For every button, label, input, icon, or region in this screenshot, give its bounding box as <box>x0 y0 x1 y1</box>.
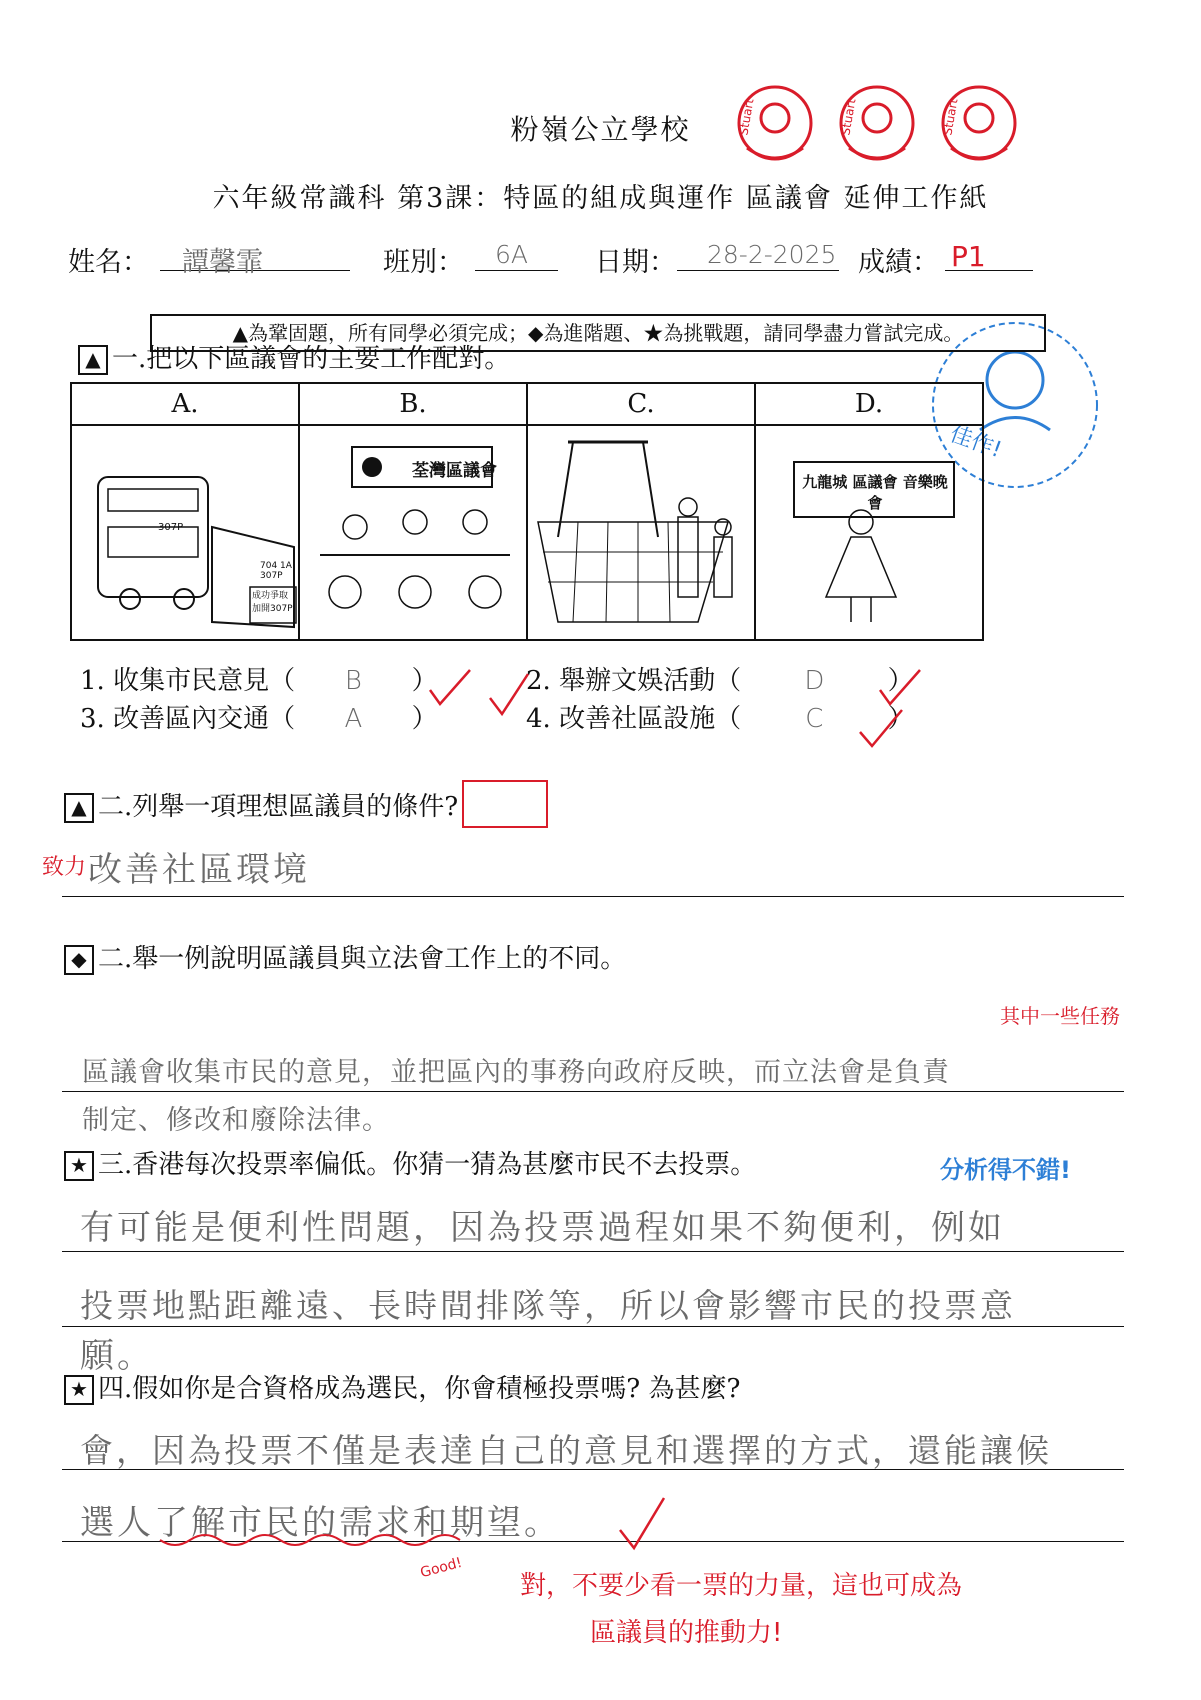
bus-banner: 成功爭取 加開307P <box>252 591 293 614</box>
col-b: B. <box>299 383 527 425</box>
q2b-mark: ◆ <box>64 945 94 975</box>
picture-concert <box>755 425 983 640</box>
col-d: D. <box>755 383 983 425</box>
q4-prompt: 四.假如你是合資格成為選民，你會積極投票嗎? 為甚麼? <box>98 1374 741 1404</box>
q1-prompt: 一.把以下區議會的主要工作配對。 <box>112 344 511 374</box>
name-field <box>160 240 350 278</box>
q2b-answer-2: 制定、修改和廢除法律。 <box>82 1105 390 1136</box>
bus-route-label: 307P <box>158 522 184 533</box>
grade-field <box>945 240 1033 271</box>
q3-prompt: 三.香港每次投票率偏低。你猜一猜為甚麼市民不去投票。 <box>98 1150 757 1180</box>
q2b-answer-1: 區議會收集市民的意見，並把區內的事務向政府反映，而立法會是負責 <box>82 1057 950 1088</box>
grade-value: P1 <box>951 240 986 273</box>
date-value: 28-2-2025 <box>707 240 837 269</box>
q4-good-mark: Good! <box>418 1554 464 1582</box>
q3-answer-2: 投票地點距離遠、長時間排隊等，所以會影響市民的投票意 <box>80 1286 1016 1325</box>
q2b-prompt: 二.舉一例說明區議員與立法會工作上的不同。 <box>98 944 627 974</box>
q3-line-1 <box>62 1250 1124 1252</box>
q4-answer-1: 會，因為投票不僅是表達自己的意見和選擇的方式，還能讓候 <box>80 1431 1052 1470</box>
q4-teacher-note-2: 區議員的推動力! <box>590 1618 783 1648</box>
q2a-teacher-note: 致力 <box>42 855 87 880</box>
q4-answer-2: 選人了解市民的需求和期望。 <box>80 1503 561 1543</box>
council-sign: 荃灣區議會 <box>412 461 497 481</box>
school-name: 粉嶺公立學校 <box>510 113 691 146</box>
praise-text: 佳作! <box>946 421 1005 464</box>
picture-council-meeting <box>299 425 527 640</box>
q4-underline-marks <box>150 1490 670 1560</box>
class-label: 班別： <box>383 247 464 278</box>
q1-heading <box>78 338 510 375</box>
stamp-brand-3: Stuart <box>940 97 961 137</box>
concert-banner: 九龍城 區議會 音樂晚會 <box>802 473 948 512</box>
q1-item-2: 2. 舉辦文娛活動（ D ） <box>526 666 914 696</box>
q1-check-marks <box>420 660 980 750</box>
class-value: 6A <box>495 240 529 269</box>
q2a-heading <box>64 786 458 823</box>
q3-line-2 <box>62 1325 1124 1327</box>
q1-item-3: 3. 改善區內交通（ A ） <box>80 704 438 734</box>
q1-item-1: 1. 收集市民意見（ B ） <box>80 666 438 696</box>
q1-answer-2: D <box>804 666 825 696</box>
stamp-brand-1: Stuart <box>736 97 757 137</box>
class-field <box>475 240 558 271</box>
q4-line-1 <box>62 1468 1124 1470</box>
q1-item-4: 4. 改善社區設施（ C ） <box>526 704 914 734</box>
q3-answer-1: 有可能是便利性問題，因為投票過程如果不夠便利，例如 <box>80 1208 1005 1248</box>
q1-answer-3: A <box>344 704 363 734</box>
q1-answer-1: B <box>344 666 362 696</box>
q3-mark: ★ <box>64 1151 94 1181</box>
q2a-mark: ▲ <box>64 793 94 823</box>
q1-answer-4: C <box>805 704 824 734</box>
q4-teacher-note-1: 對，不要少看一票的力量，這也可成為 <box>520 1571 963 1601</box>
col-c: C. <box>527 383 755 425</box>
q2a-answer: 改善社區環境 <box>88 850 310 890</box>
q4-heading <box>64 1368 740 1405</box>
name-value: 譚馨霏 <box>182 247 263 278</box>
instruction-note: ▲為鞏固題，所有同學必須完成；◆為進階題、★為挑戰題，請同學盡力嘗試完成。 <box>150 314 1046 352</box>
q2b-heading <box>64 938 626 975</box>
date-field <box>677 240 839 271</box>
picture-playground <box>527 425 755 640</box>
q2a-answer-line <box>62 895 1124 897</box>
q1-mark: ▲ <box>78 345 108 375</box>
worksheet-title: 六年級常識科 第3課：特區的組成與運作 區議會 延伸工作紙 <box>212 183 989 214</box>
picture-bus <box>71 425 299 640</box>
col-a: A. <box>71 383 299 425</box>
q2a-prompt: 二.列舉一項理想區議員的條件? <box>98 792 459 822</box>
date-label: 日期： <box>595 247 676 278</box>
stamp-brand-2: Stuart <box>838 97 859 137</box>
name-label: 姓名： <box>68 247 149 278</box>
grade-label: 成績： <box>858 247 939 278</box>
q2b-teacher-note: 其中一些任務 <box>1000 1004 1120 1028</box>
q2b-line-1 <box>62 1090 1124 1092</box>
keyword-box <box>462 780 548 828</box>
q1-picture-table <box>70 382 984 641</box>
q3-heading <box>64 1144 756 1181</box>
q3-teacher-note: 分析得不錯! <box>940 1156 1071 1184</box>
q4-mark: ★ <box>64 1375 94 1405</box>
bus-stop-sign: 704 1A 307P <box>260 561 292 581</box>
q3-answer-3: 願。 <box>80 1336 154 1376</box>
